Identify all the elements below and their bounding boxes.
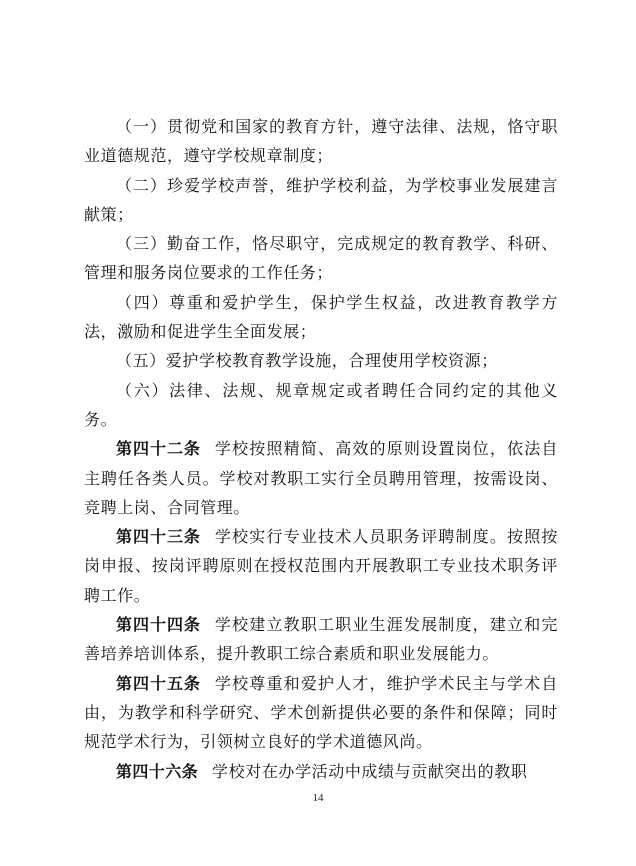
document-body xyxy=(84,112,558,786)
article-text: 学校尊重和爱护人才，维护学术民主与学术自由，为教学和科学研究、学术创新提供必要的条件和保障；同时规范学术行为，引领树立良好的学术道德风尚。 xyxy=(84,673,558,752)
paragraph-text: （一）贯彻党和国家的教育方针，遵守法律、法规，恪守职业道德规范，遵守学校规章制度； xyxy=(84,117,558,166)
paragraph-duty-4 xyxy=(84,288,558,347)
paragraph-text: （六）法律、法规、规章规定或者聘任合同约定的其他义务。 xyxy=(84,380,558,429)
paragraph-text: （五）爱护学校教育教学设施，合理使用学校资源； xyxy=(116,351,498,371)
article-text: 学校按照精简、高效的原则设置岗位，依法自主聘任各类人员。学校对教职工实行全员聘用管理，按需设岗、竞聘上岗、合同管理。 xyxy=(84,439,558,517)
article-46 xyxy=(84,757,558,786)
article-44 xyxy=(84,610,558,669)
article-heading: 第四十四条 xyxy=(116,615,201,635)
article-43 xyxy=(84,522,558,610)
article-text: 学校对在办学活动中成绩与贡献突出的教职 xyxy=(212,761,528,781)
paragraph-duty-5 xyxy=(84,346,558,375)
article-text: 学校建立教职工职业生涯发展制度，建立和完善培养培训体系，提升教职工综合素质和职业发展能力。 xyxy=(84,615,558,664)
paragraph-text: （二）珍爱学校声誉，维护学校利益，为学校事业发展建言献策； xyxy=(84,175,558,224)
article-heading: 第四十六条 xyxy=(116,761,199,781)
page-number: 14 xyxy=(312,792,324,804)
paragraph-text: （三）勤奋工作，恪尽职守，完成规定的教育教学、科研、管理和服务岗位要求的工作任务； xyxy=(84,234,558,283)
paragraph-duty-3 xyxy=(84,229,558,288)
article-text: 学校实行专业技术人员职务评聘制度。按照按岗申报、按岗评聘原则在授权范围内开展教职工专业技术职务评聘工作。 xyxy=(84,527,558,605)
article-42 xyxy=(84,434,558,522)
article-heading: 第四十三条 xyxy=(116,527,201,547)
article-heading: 第四十二条 xyxy=(116,439,201,459)
paragraph-duty-1 xyxy=(84,112,558,171)
article-heading: 第四十五条 xyxy=(116,673,201,693)
paragraph-text: （四）尊重和爱护学生，保护学生权益，改进教育教学方法，激励和促进学生全面发展； xyxy=(84,292,558,342)
article-45 xyxy=(84,669,558,757)
paragraph-duty-2 xyxy=(84,171,558,230)
paragraph-duty-6 xyxy=(84,376,558,435)
